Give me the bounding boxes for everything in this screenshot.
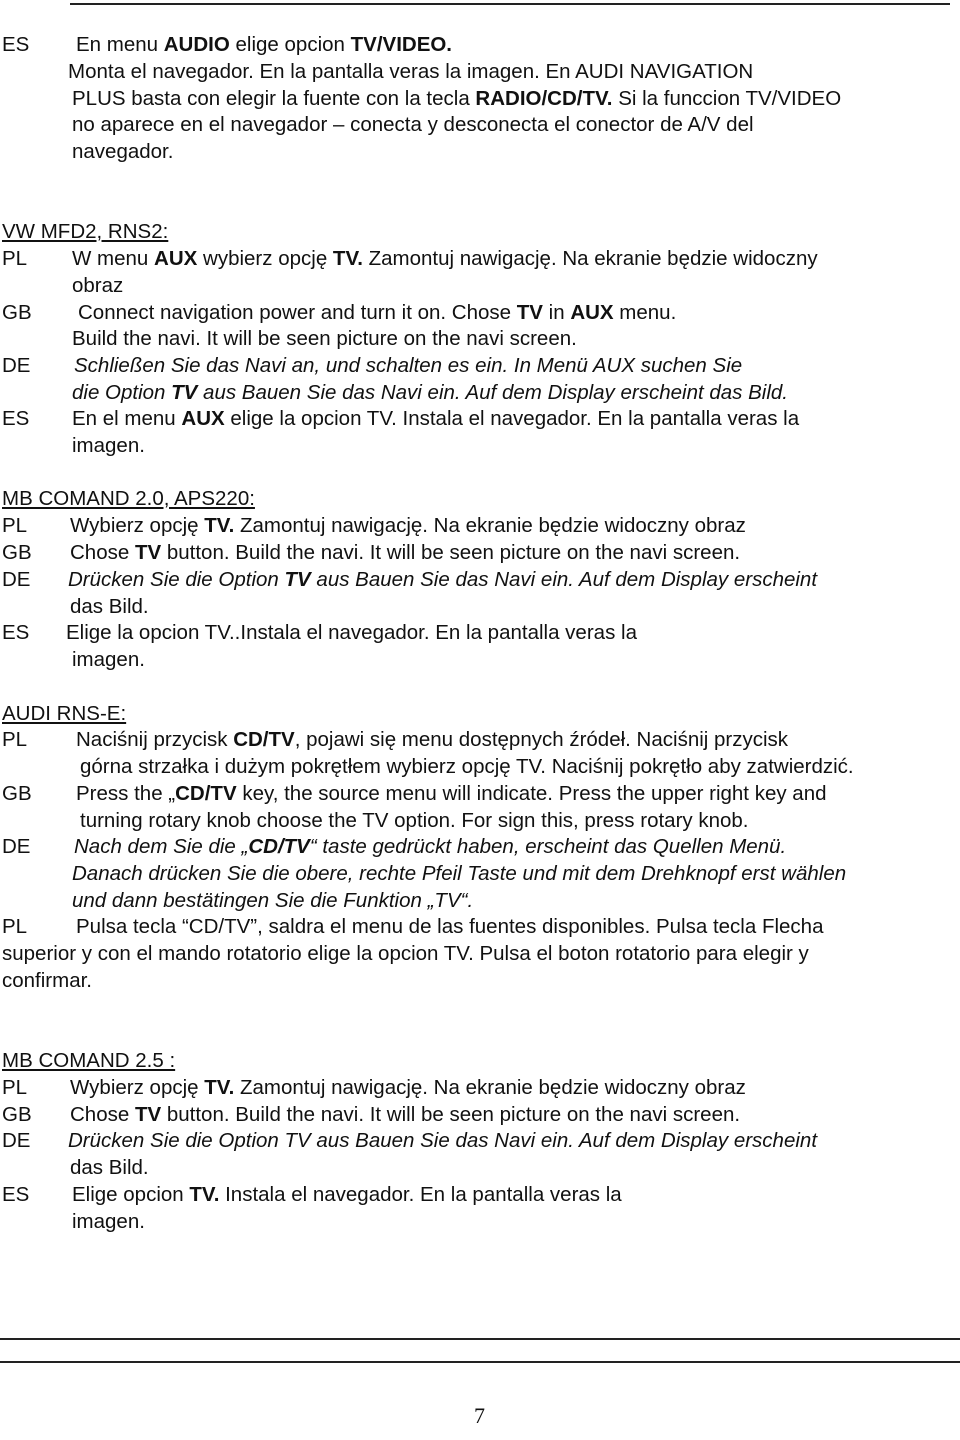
s4-pl-line2: górna strzałka i dużym pokrętłem wybierz opcję TV. Naciśnij pokrętło aby zatwierdzić. (80, 755, 854, 778)
footer-rule-2 (0, 1361, 960, 1363)
s1-es-line1: En menu AUDIO elige opcion TV/VIDEO. (76, 33, 453, 56)
s2-gb-line1: Connect navigation power and turn it on. Chose TV in AUX menu. (78, 301, 677, 324)
s4-de-line1: Nach dem Sie die „CD/TV“ taste gedrückt haben, erscheint das Quellen Menü. (74, 835, 787, 858)
lang-code-gb: GB (2, 541, 32, 564)
section-heading-audi-rns-e: AUDI RNS-E: (2, 702, 127, 725)
s1-es-line2: Monta el navegador. En la pantalla veras la imagen. En AUDI NAVIGATION (68, 60, 754, 83)
footer-rule-1 (0, 1338, 960, 1340)
s3-de-line2: das Bild. (70, 595, 149, 618)
lang-code-pl: PL (2, 247, 28, 270)
s2-pl-line2: obraz (72, 274, 124, 297)
s3-gb-line1: Chose TV button. Build the navi. It will be seen picture on the navi screen. (70, 541, 741, 564)
section-heading-vw-mfd2: VW MFD2, RNS2: (2, 220, 169, 243)
s3-es-line1: Elige la opcion TV..Instala el navegador. En la pantalla veras la (66, 621, 637, 644)
lang-code-pl: PL (2, 728, 28, 751)
lang-code-de: DE (2, 354, 31, 377)
s5-pl-line1: Wybierz opcję TV. Zamontuj nawigację. Na ekranie będzie widoczny obraz (70, 1076, 746, 1099)
s2-es-line2: imagen. (72, 434, 145, 457)
s5-de-line1: Drücken Sie die Option TV aus Bauen Sie das Navi ein. Auf dem Display erscheint (68, 1129, 818, 1152)
s4-pl2-line2: superior y con el mando rotatorio elige la opcion TV. Pulsa el boton rotatorio para elegir y (2, 942, 809, 965)
s4-pl2-line3: confirmar. (2, 969, 92, 992)
lang-code-gb: GB (2, 782, 32, 805)
lang-code-es: ES (2, 621, 30, 644)
lang-code-gb: GB (2, 301, 32, 324)
s5-de-line2: das Bild. (70, 1156, 149, 1179)
lang-code-de: DE (2, 568, 31, 591)
top-rule (70, 3, 950, 5)
lang-code-pl: PL (2, 1076, 28, 1099)
s2-pl-line1: W menu AUX wybierz opcję TV. Zamontuj nawigację. Na ekranie będzie widoczny (72, 247, 818, 270)
s2-de-line2: die Option TV aus Bauen Sie das Navi ein. Auf dem Display erscheint das Bild. (72, 381, 788, 404)
s4-pl2-line1: Pulsa tecla “CD/TV”, saldra el menu de las fuentes disponibles. Pulsa tecla Flecha (76, 915, 824, 938)
s1-es-line4: no aparece en el navegador – conecta y desconecta el conector de A/V del (72, 113, 754, 136)
s5-gb-line1: Chose TV button. Build the navi. It will be seen picture on the navi screen. (70, 1103, 741, 1126)
s3-es-line2: imagen. (72, 648, 145, 671)
s3-pl-line1: Wybierz opcję TV. Zamontuj nawigację. Na ekranie będzie widoczny obraz (70, 514, 746, 537)
page-number: 7 (474, 1403, 485, 1428)
lang-code-de: DE (2, 835, 31, 858)
s4-gb-line2: turning rotary knob choose the TV option. For sign this, press rotary knob. (80, 809, 749, 832)
s4-de-line3: und dann bestätingen Sie die Funktion „TV“. (72, 889, 474, 912)
s5-es-line1: Elige opcion TV. Instala el navegador. En la pantalla veras la (72, 1183, 622, 1206)
lang-code-de: DE (2, 1129, 31, 1152)
lang-code-pl: PL (2, 915, 28, 938)
lang-code-gb: GB (2, 1103, 32, 1126)
lang-code-es: ES (2, 33, 30, 56)
s2-gb-line2: Build the navi. It will be seen picture on the navi screen. (72, 327, 577, 350)
lang-code-pl: PL (2, 514, 28, 537)
section-heading-mb-comand-25: MB COMAND 2.5 : (2, 1049, 176, 1072)
lang-code-es: ES (2, 407, 30, 430)
s5-es-line2: imagen. (72, 1210, 145, 1233)
s2-es-line1: En el menu AUX elige la opcion TV. Instala el navegador. En la pantalla veras la (72, 407, 800, 430)
s3-de-line1: Drücken Sie die Option TV aus Bauen Sie das Navi ein. Auf dem Display erscheint (68, 568, 818, 591)
lang-code-es: ES (2, 1183, 30, 1206)
s1-es-line5: navegador. (72, 140, 174, 163)
s4-gb-line1: Press the „CD/TV key, the source menu will indicate. Press the upper right key and (76, 782, 827, 805)
s1-es-line3: PLUS basta con elegir la fuente con la tecla RADIO/CD/TV. Si la funccion TV/VIDEO (72, 87, 842, 110)
s4-pl-line1: Naciśnij przycisk CD/TV, pojawi się menu dostępnych źródeł. Naciśnij przycisk (76, 728, 789, 751)
s2-de-line1: Schließen Sie das Navi an, und schalten es ein. In Menü AUX suchen Sie (74, 354, 743, 377)
s4-de-line2: Danach drücken Sie die obere, rechte Pfeil Taste und mit dem Drehknopf erst wählen (72, 862, 847, 885)
section-heading-mb-comand-20: MB COMAND 2.0, APS220: (2, 487, 255, 510)
